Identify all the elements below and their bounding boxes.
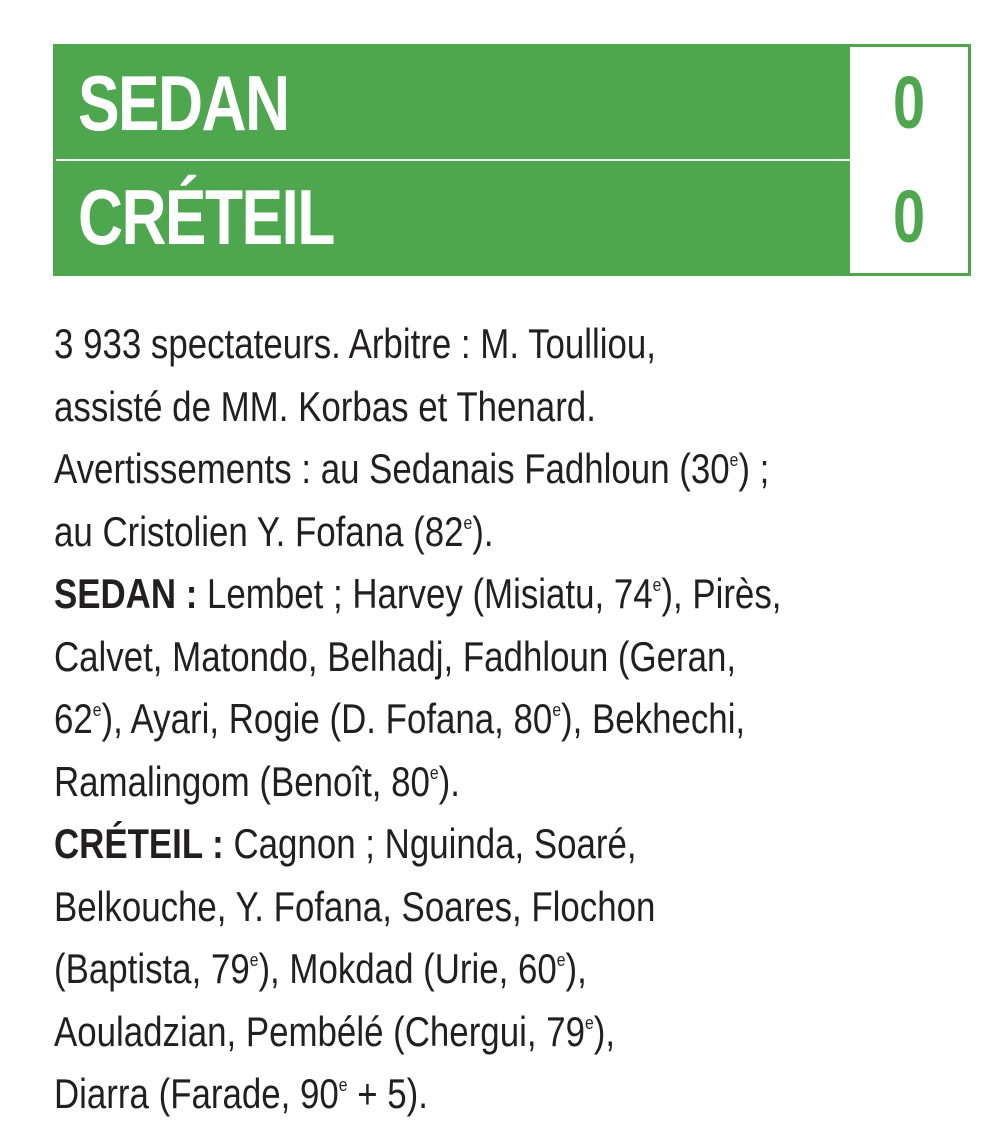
creteil-lineup-text: + 5).: [347, 1070, 428, 1117]
sedan-lineup-line-1: [54, 563, 818, 626]
creteil-lineup-line-1: [54, 813, 818, 876]
creteil-lineup-text: Diarra (Farade, 90: [54, 1070, 339, 1117]
creteil-lineup-text: Belkouche, Y. Fofana, Soares, Flochon: [54, 882, 656, 930]
ordinal-suffix: e: [729, 450, 739, 471]
warnings-text-2: au Cristolien Y. Fofana (82: [54, 507, 464, 555]
away-score-box: [850, 161, 968, 273]
attendance-text: 3 933 spectateurs. Arbitre : M. Toulliou,: [54, 320, 656, 367]
home-team-row: [56, 47, 968, 159]
sedan-lineup-line-2: [54, 626, 818, 689]
sedan-lineup-line-3: [54, 688, 818, 751]
ordinal-suffix: e: [429, 762, 439, 784]
ordinal-suffix: e: [463, 512, 473, 534]
creteil-lineup-line-5: [54, 1063, 818, 1126]
match-report: [54, 313, 974, 1126]
sedan-lineup-text: 62: [54, 695, 93, 742]
home-score-box: [850, 47, 968, 159]
warnings-text-1-end: ) ;: [738, 445, 770, 492]
away-team-name: CRÉTEIL: [78, 173, 334, 261]
sedan-lineup-text: Calvet, Matondo, Belhadj, Fadhloun (Geran,: [54, 632, 737, 680]
creteil-lineup-text: ), Mokdad (Urie, 60: [258, 945, 557, 992]
warnings-line-2: [54, 501, 818, 564]
creteil-lineup-line-3: [54, 938, 818, 1001]
warnings-line-1: [54, 438, 818, 501]
sedan-lineup-text: Lembet ; Harvey (Misiatu, 74: [197, 570, 653, 617]
creteil-lineup-text: Aouladzian, Pembélé (Chergui, 79: [54, 1007, 585, 1055]
assistants-text: assisté de MM. Korbas et Thenard.: [54, 382, 596, 430]
away-score: 0: [892, 175, 926, 258]
creteil-lineup-line-2: [54, 876, 818, 939]
ordinal-suffix: e: [652, 575, 662, 596]
sedan-lineup-text: ), Ayari, Rogie (D. Fofana, 80: [101, 695, 553, 742]
creteil-lineup-line-4: [54, 1001, 818, 1064]
assistants-line: [54, 376, 818, 439]
ordinal-suffix: e: [584, 1012, 594, 1034]
creteil-lineup-label: CRÉTEIL :: [54, 820, 224, 867]
sedan-lineup-text: ), Bekhechi,: [561, 695, 746, 742]
scoreboard: [53, 44, 971, 276]
sedan-lineup-text: ), Pirès,: [661, 570, 782, 617]
home-score: 0: [892, 61, 926, 144]
sedan-lineup-label: SEDAN :: [54, 570, 198, 617]
sedan-lineup-line-4: [54, 751, 818, 814]
creteil-lineup-text: ),: [565, 945, 587, 992]
creteil-lineup-text: ),: [593, 1007, 616, 1055]
ordinal-suffix: e: [92, 700, 102, 721]
sedan-lineup-text: Ramalingom (Benoît, 80: [54, 757, 430, 805]
sedan-lineup-text: ).: [438, 757, 460, 805]
ordinal-suffix: e: [552, 700, 562, 721]
home-team-name: SEDAN: [78, 59, 289, 147]
ordinal-suffix: e: [556, 950, 566, 971]
creteil-lineup-text: (Baptista, 79: [54, 945, 250, 992]
away-team-row: [56, 161, 968, 273]
ordinal-suffix: e: [338, 1075, 348, 1096]
ordinal-suffix: e: [249, 950, 259, 971]
creteil-lineup-text: Cagnon ; Nguinda, Soaré,: [223, 820, 637, 867]
warnings-text-2-end: ).: [472, 507, 494, 555]
warnings-text-1: Avertissements : au Sedanais Fadhloun (30: [54, 445, 730, 492]
attendance-line: [54, 313, 818, 376]
